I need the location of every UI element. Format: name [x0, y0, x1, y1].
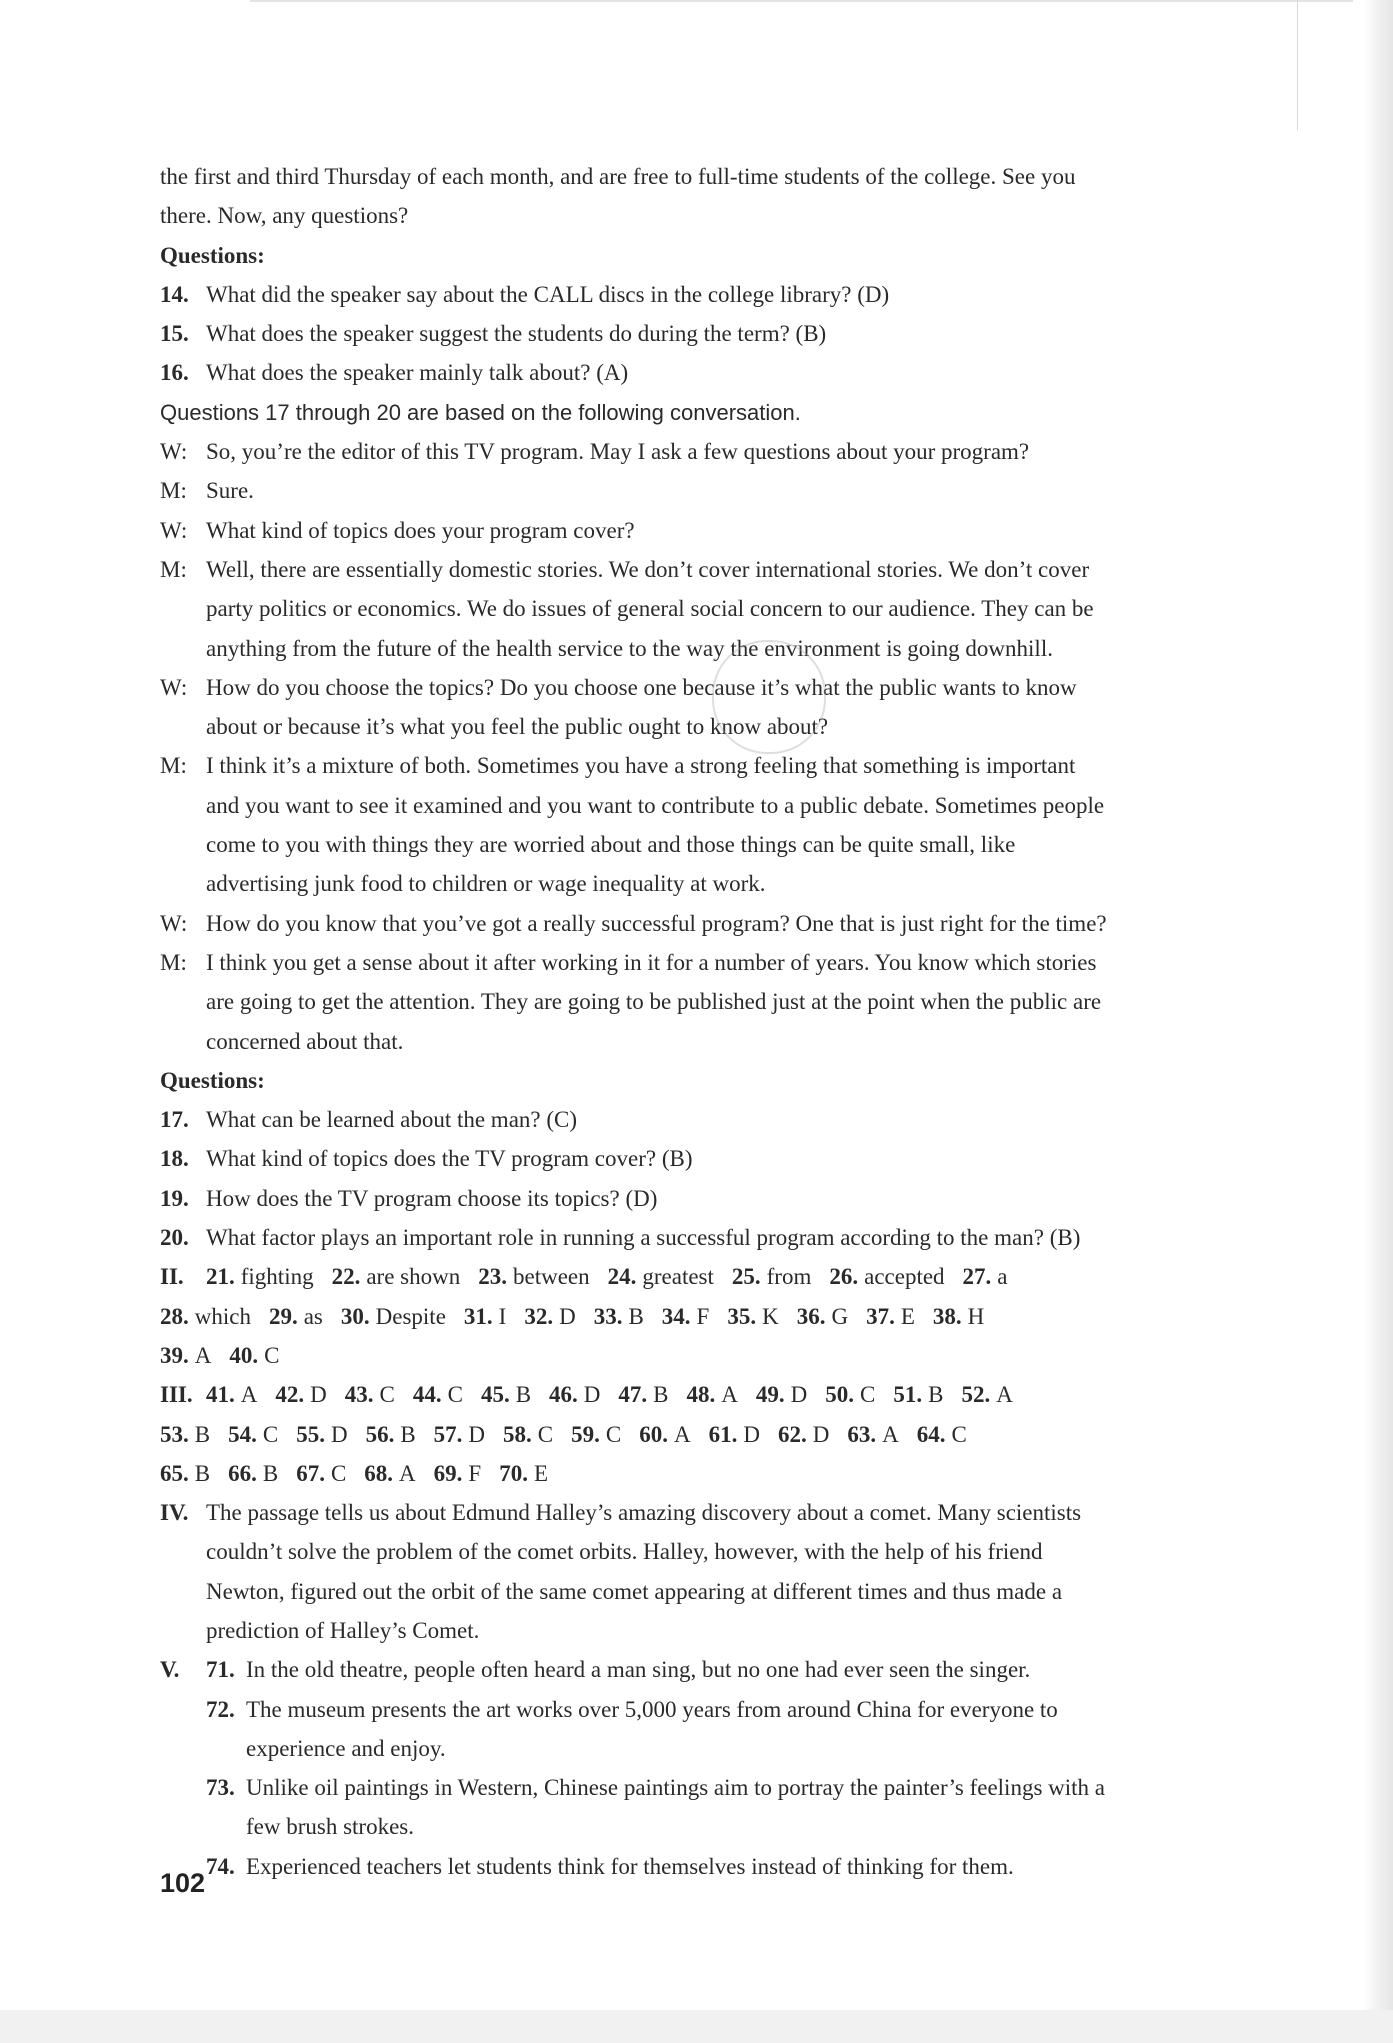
dialogue-line: [160, 825, 1310, 864]
answer-number: 44.: [412, 1382, 442, 1408]
answer-row: [160, 1336, 1310, 1375]
conversation-intro: Questions 17 through 20 are based on the following conversation.: [160, 399, 801, 425]
answer-number: 62.: [777, 1421, 807, 1447]
watermark-stamp: [712, 640, 826, 754]
dialogue-line: [160, 1022, 1310, 1061]
answer-item: [434, 1422, 485, 1447]
question-item: [160, 314, 1310, 353]
answer-number: 70.: [499, 1460, 528, 1486]
dialogue-text: Well, there are essentially domestic stories. We don’t cover international stories. We don’t cover: [206, 556, 1090, 582]
answer-item: [866, 1304, 915, 1329]
answer-item: [829, 1264, 944, 1289]
answer-value: C: [330, 1460, 347, 1486]
answer-item: [549, 1382, 600, 1407]
question-item: [160, 1100, 1310, 1139]
answer-number: 64.: [916, 1421, 946, 1447]
answer-item: [160, 1304, 251, 1329]
answer-number: 55.: [296, 1421, 325, 1447]
dialogue-text: I think you get a sense about it after working in it for a number of years. You know which stories: [206, 949, 1097, 975]
intro-line: there. Now, any questions?: [160, 203, 409, 229]
answer-value: C: [264, 1342, 280, 1368]
answer-item: [524, 1304, 575, 1329]
answer-item: [464, 1304, 506, 1329]
answer-number: 29.: [268, 1303, 298, 1329]
answer-number: 63.: [847, 1421, 877, 1447]
dialogue-line: [160, 746, 1310, 785]
answer-item: [893, 1382, 943, 1407]
translation-line: [160, 1768, 1310, 1807]
answer-number: 52.: [961, 1382, 991, 1408]
summary-line: [160, 1532, 1310, 1571]
answer-value: C: [262, 1421, 279, 1447]
answer-item: [481, 1382, 531, 1407]
question-item: [160, 1139, 1310, 1178]
answer-number: 45.: [480, 1382, 510, 1408]
answer-item: [160, 1461, 210, 1486]
questions-heading: Questions:: [160, 1067, 265, 1093]
question-text: What did the speaker say about the CALL discs in the college library? (D): [206, 281, 890, 307]
answer-item: [797, 1304, 848, 1329]
answer-number: 54.: [228, 1421, 257, 1447]
answer-item: [345, 1382, 395, 1407]
translation-line: [160, 1847, 1310, 1886]
answer-item: [825, 1382, 875, 1407]
answer-row: [160, 1415, 1310, 1454]
section-iii-answers: [160, 1375, 1310, 1493]
summary-text: The passage tells us about Edmund Halley’s amazing discovery about a comet. Many scientists: [206, 1500, 1082, 1526]
answer-value: C: [951, 1421, 967, 1447]
answer-value: H: [967, 1303, 985, 1329]
answer-item: [639, 1422, 690, 1447]
answer-number: 58.: [503, 1421, 532, 1447]
answer-value: B: [928, 1382, 944, 1408]
answer-number: 33.: [593, 1303, 623, 1329]
answer-value: which: [194, 1303, 251, 1329]
translation-text: Unlike oil paintings in Western, Chinese paintings aim to portray the painter’s feelings with a: [246, 1775, 1105, 1801]
translation-text: In the old theatre, people often heard a man sing, but no one had ever seen the singer.: [246, 1657, 1031, 1683]
answer-item: [917, 1422, 967, 1447]
answer-value: as: [303, 1303, 323, 1329]
translation-line: [160, 1690, 1310, 1729]
answer-value: C: [860, 1382, 876, 1408]
answer-number: 36.: [796, 1303, 826, 1329]
answer-value: Despite: [375, 1303, 446, 1329]
answer-item: [963, 1264, 1008, 1289]
answer-value: A: [882, 1421, 899, 1447]
answer-value: B: [194, 1421, 211, 1447]
answer-item: [332, 1264, 461, 1289]
answer-value: B: [653, 1382, 669, 1408]
section-label: IV.: [160, 1500, 189, 1526]
answer-number: 59.: [571, 1421, 600, 1447]
answer-item: [727, 1304, 778, 1329]
dialogue-line: [160, 511, 1310, 550]
answer-number: 31.: [463, 1303, 493, 1329]
dialogue-line: [160, 589, 1310, 628]
answer-item: [478, 1264, 589, 1289]
answer-row: [160, 1257, 1310, 1296]
answer-value: A: [673, 1421, 691, 1447]
answer-item: [434, 1461, 482, 1486]
answer-number: 34.: [661, 1303, 691, 1329]
dialogue-text: are going to get the attention. They are going to be published just at the point when the public are: [206, 989, 1102, 1015]
section-label: V.: [160, 1657, 180, 1683]
answer-value: K: [762, 1303, 779, 1329]
speaker-label: M:: [160, 478, 187, 504]
answer-value: B: [400, 1421, 416, 1447]
answer-value: C: [605, 1421, 622, 1447]
answer-value: B: [515, 1382, 532, 1408]
answer-value: D: [583, 1382, 601, 1408]
answer-value: C: [447, 1382, 463, 1408]
answer-number: 30.: [340, 1303, 370, 1329]
answer-value: a: [997, 1264, 1008, 1290]
answer-item: [364, 1461, 415, 1486]
answer-number: 53.: [160, 1421, 189, 1447]
answer-value: B: [628, 1303, 644, 1329]
answer-value: accepted: [864, 1264, 945, 1290]
top-edge-line: [250, 0, 1353, 2]
question-item: [160, 275, 1310, 314]
question-text: What does the speaker suggest the students do during the term? (B): [206, 321, 827, 347]
dialogue-text: So, you’re the editor of this TV program. May I ask a few questions about your program?: [206, 439, 1030, 465]
dialogue-line: [160, 982, 1310, 1021]
dialogue-line: [160, 864, 1310, 903]
answer-value: C: [537, 1421, 554, 1447]
dialogue-text: about or because it’s what you feel the public ought to know about?: [206, 714, 829, 740]
dialogue-line: [160, 786, 1310, 825]
translation-line: [160, 1729, 1310, 1768]
page-number: 102: [160, 1868, 206, 1898]
section-label: II.: [160, 1264, 184, 1290]
answer-value: D: [559, 1303, 576, 1329]
answer-value: from: [766, 1264, 812, 1290]
answer-number: 25.: [731, 1264, 761, 1290]
question-number: 19.: [160, 1185, 189, 1211]
answer-item: [847, 1422, 898, 1447]
answer-item: [229, 1343, 279, 1368]
answer-item: [296, 1461, 346, 1486]
answer-item: [160, 1343, 211, 1368]
answer-number: 57.: [433, 1421, 463, 1447]
translation-line: [160, 1650, 1310, 1689]
question-number: 20.: [160, 1225, 189, 1251]
dialogue: [160, 432, 1310, 1061]
translation-text: The museum presents the art works over 5,000 years from around China for everyone to: [246, 1696, 1058, 1722]
dialogue-line: [160, 550, 1310, 589]
dialogue-text: How do you choose the topics? Do you choose one because it’s what the public wants to know: [206, 674, 1077, 700]
answer-value: are shown: [366, 1264, 461, 1290]
questions-heading: Questions:: [160, 242, 265, 268]
answer-number: 24.: [607, 1264, 637, 1290]
summary-text: prediction of Halley’s Comet.: [206, 1617, 480, 1643]
answer-row: [160, 1375, 1310, 1414]
answer-item: [228, 1461, 278, 1486]
dialogue-text: What kind of topics does your program cover?: [206, 517, 635, 543]
translation-number: 71.: [206, 1657, 235, 1683]
answer-number: 23.: [478, 1264, 507, 1290]
answer-value: D: [310, 1382, 327, 1408]
answer-value: greatest: [642, 1264, 714, 1290]
question-item: [160, 1179, 1310, 1218]
translation-number: 74.: [206, 1853, 235, 1879]
answer-item: [206, 1264, 314, 1289]
question-list-2: [160, 1100, 1310, 1257]
answer-item: [228, 1422, 278, 1447]
page-edge-shadow: [1363, 0, 1393, 2043]
answer-number: 39.: [160, 1342, 189, 1368]
answer-item: [618, 1382, 668, 1407]
dialogue-text: Sure.: [206, 478, 254, 504]
answer-value: F: [468, 1460, 482, 1486]
translation-number: 73.: [206, 1775, 235, 1801]
question-number: 15.: [160, 321, 189, 347]
answer-item: [594, 1304, 644, 1329]
answer-value: I: [498, 1303, 507, 1329]
speaker-label: W:: [160, 517, 188, 543]
answer-item: [366, 1422, 416, 1447]
answer-value: D: [790, 1382, 808, 1408]
answer-item: [296, 1422, 347, 1447]
answer-number: 32.: [524, 1303, 554, 1329]
answer-item: [732, 1264, 811, 1289]
translation-text: experience and enjoy.: [246, 1735, 446, 1761]
answer-value: A: [240, 1382, 258, 1408]
answer-number: 35.: [727, 1303, 757, 1329]
answer-number: 26.: [829, 1264, 859, 1290]
answer-item: [709, 1422, 760, 1447]
question-text: What does the speaker mainly talk about? (A): [206, 360, 629, 386]
summary-line: [160, 1611, 1310, 1650]
answer-number: 37.: [866, 1303, 895, 1329]
margin-line: [1297, 0, 1298, 130]
speaker-label: M:: [160, 753, 187, 779]
translation-number: 72.: [206, 1696, 235, 1722]
translation-text: few brush strokes.: [246, 1814, 414, 1840]
answer-item: [160, 1422, 210, 1447]
dialogue-text: and you want to see it examined and you want to contribute to a public debate. Sometimes people: [206, 792, 1105, 818]
answer-number: 47.: [618, 1382, 648, 1408]
answer-item: [687, 1382, 738, 1407]
answer-row: [160, 1454, 1310, 1493]
answer-item: [756, 1382, 807, 1407]
answer-number: 40.: [229, 1342, 259, 1368]
dialogue-text: concerned about that.: [206, 1028, 404, 1054]
answer-item: [778, 1422, 829, 1447]
answer-number: 28.: [160, 1303, 189, 1329]
question-text: What factor plays an important role in running a successful program according to the man? (B): [206, 1225, 1081, 1251]
speaker-label: M:: [160, 949, 187, 975]
question-number: 17.: [160, 1107, 189, 1133]
question-item: [160, 1218, 1310, 1257]
answer-value: B: [194, 1460, 211, 1486]
answer-number: 61.: [708, 1421, 738, 1447]
answer-value: D: [743, 1421, 760, 1447]
answer-number: 65.: [160, 1460, 189, 1486]
summary-line: [160, 1493, 1310, 1532]
speaker-label: W:: [160, 910, 188, 936]
question-number: 14.: [160, 281, 189, 307]
question-number: 16.: [160, 360, 189, 386]
answer-number: 60.: [639, 1421, 668, 1447]
answer-value: D: [330, 1421, 348, 1447]
question-text: What can be learned about the man? (C): [206, 1107, 578, 1133]
section-iv-summary: [160, 1493, 1310, 1650]
answer-item: [499, 1461, 548, 1486]
answer-item: [269, 1304, 323, 1329]
answer-number: 41.: [206, 1382, 235, 1408]
translation-text: Experienced teachers let students think for themselves instead of thinking for them.: [246, 1853, 1014, 1879]
answer-number: 38.: [932, 1303, 962, 1329]
answer-number: 51.: [893, 1382, 923, 1408]
answer-item: [961, 1382, 1012, 1407]
question-item: [160, 353, 1310, 392]
answer-item: [571, 1422, 621, 1447]
answer-value: D: [812, 1421, 830, 1447]
question-text: How does the TV program choose its topics? (D): [206, 1185, 658, 1211]
answer-value: D: [468, 1421, 486, 1447]
answer-number: 66.: [228, 1460, 257, 1486]
question-list-1: [160, 275, 1310, 393]
answer-number: 69.: [433, 1460, 463, 1486]
answer-value: E: [533, 1460, 549, 1486]
answer-item: [275, 1382, 326, 1407]
answer-value: A: [721, 1382, 738, 1408]
answer-number: 56.: [365, 1421, 395, 1447]
dialogue-line: [160, 904, 1310, 943]
answer-number: 27.: [962, 1264, 992, 1290]
answer-item: [413, 1382, 463, 1407]
answer-number: 68.: [364, 1460, 394, 1486]
answer-number: 42.: [275, 1382, 305, 1408]
dialogue-text: How do you know that you’ve got a really successful program? One that is just right for the time?: [206, 910, 1107, 936]
dialogue-line: [160, 432, 1310, 471]
answer-number: 67.: [296, 1460, 325, 1486]
dialogue-line: [160, 943, 1310, 982]
question-text: What kind of topics does the TV program cover? (B): [206, 1146, 693, 1172]
dialogue-text: come to you with things they are worried about and those things can be quite small, like: [206, 832, 1016, 858]
answer-value: F: [696, 1303, 710, 1329]
answer-item: [662, 1304, 710, 1329]
speaker-label: M:: [160, 556, 187, 582]
answer-item: [503, 1422, 553, 1447]
speaker-label: W:: [160, 674, 188, 700]
answer-value: E: [900, 1303, 915, 1329]
answer-value: C: [379, 1382, 395, 1408]
summary-text: couldn’t solve the problem of the comet orbits. Halley, however, with the help of his friend: [206, 1539, 1043, 1565]
summary-line: [160, 1572, 1310, 1611]
dialogue-line: [160, 471, 1310, 510]
summary-text: Newton, figured out the orbit of the same comet appearing at different times and thus made a: [206, 1578, 1063, 1604]
answer-number: 46.: [549, 1382, 578, 1408]
answer-value: A: [399, 1460, 416, 1486]
section-label: III.: [160, 1382, 193, 1408]
bottom-edge-band: [0, 2010, 1393, 2043]
answer-number: 21.: [206, 1264, 235, 1290]
answer-number: 22.: [331, 1264, 361, 1290]
answer-value: fighting: [240, 1264, 314, 1290]
dialogue-text: I think it’s a mixture of both. Sometimes you have a strong feeling that something is important: [206, 753, 1076, 779]
answer-value: B: [262, 1460, 279, 1486]
answer-key-content: [160, 157, 1310, 1886]
section-ii-answers: [160, 1257, 1310, 1375]
translation-line: [160, 1807, 1310, 1846]
answer-item: [608, 1264, 714, 1289]
answer-number: 43.: [344, 1382, 374, 1408]
answer-value: A: [194, 1342, 212, 1368]
answer-value: G: [831, 1303, 849, 1329]
answer-item: [206, 1382, 257, 1407]
dialogue-text: party politics or economics. We do issues of general social concern to our audience. They can be: [206, 596, 1094, 622]
dialogue-text: advertising junk food to children or wage inequality at work.: [206, 871, 766, 897]
answer-number: 49.: [755, 1382, 785, 1408]
speaker-label: W:: [160, 439, 188, 465]
question-number: 18.: [160, 1146, 189, 1172]
answer-number: 48.: [686, 1382, 716, 1408]
section-v-translations: [160, 1650, 1310, 1886]
answer-value: between: [512, 1264, 590, 1290]
answer-value: A: [996, 1382, 1013, 1408]
dialogue-text: anything from the future of the health service to the way the environment is going downhill.: [206, 635, 1053, 661]
intro-line: the first and third Thursday of each month, and are free to full-time students of the college. See you: [160, 164, 1076, 189]
answer-item: [341, 1304, 446, 1329]
answer-row: [160, 1297, 1310, 1336]
answer-item: [933, 1304, 984, 1329]
answer-number: 50.: [825, 1382, 854, 1408]
